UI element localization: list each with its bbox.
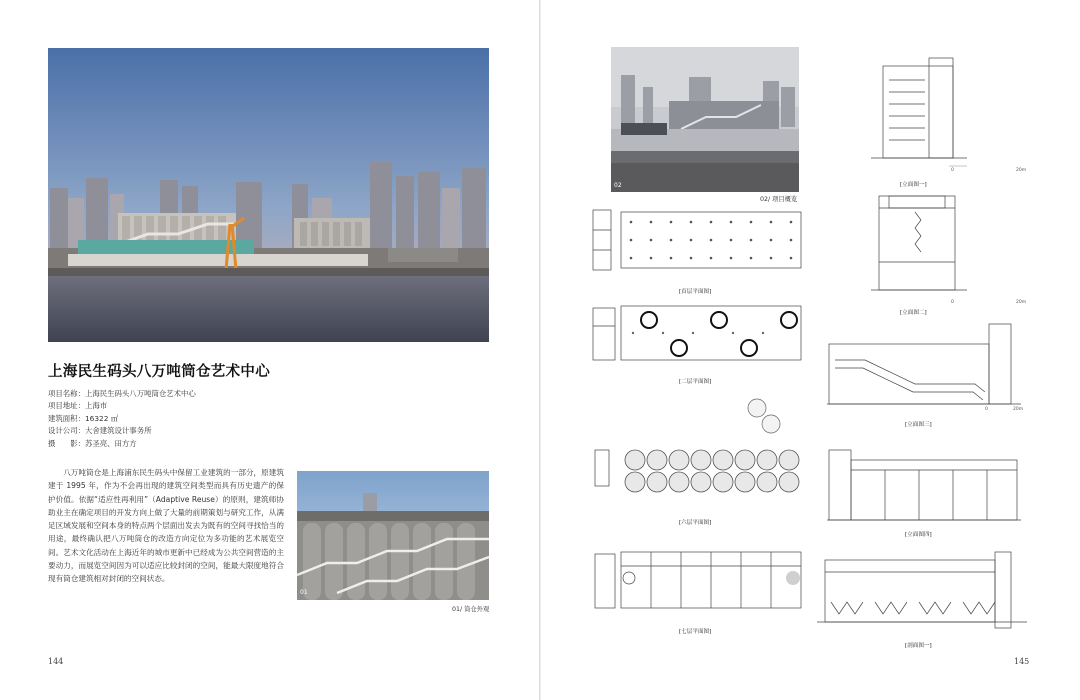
photo-project-overview — [611, 47, 799, 192]
elevation-two-scale-end: 20m — [1016, 300, 1027, 305]
seventh-floor-plan — [591, 544, 805, 614]
info-photographer: 摄 影：苏圣亮、田方方 — [48, 438, 137, 448]
info-designer: 设计公司：大舍建筑设计事务所 — [48, 426, 152, 436]
elevation-three-scale-start: 0 — [985, 407, 988, 412]
info-name: 项目名称：上海民生码头八万吨筒仓艺术中心 — [48, 389, 196, 398]
elevation-one-label: [立面图一] — [900, 182, 927, 188]
page-number-left: 144 — [48, 657, 64, 666]
second-floor-plan-label: [二层平面图] — [679, 379, 712, 385]
ground-floor-plan-label: [首层平面图] — [679, 289, 712, 295]
elevation-two-drawing — [869, 192, 969, 300]
section-one-drawing — [815, 550, 1029, 632]
photo-02-tag: 02 — [614, 182, 622, 189]
project-title: 上海民生码头八万吨筒仓艺术中心 — [48, 364, 270, 380]
elevation-one-drawing — [869, 56, 969, 174]
ground-floor-plan — [591, 206, 805, 280]
section-one-label: [剖面图一] — [905, 643, 932, 649]
photo-01-tag: 01 — [300, 589, 308, 596]
info-area: 建筑面积：16322 ㎡ — [48, 413, 119, 423]
elevation-one-scale-end: 20m — [1016, 168, 1027, 173]
elevation-three-label: [立面图三] — [905, 422, 932, 428]
elevation-three-drawing — [825, 320, 1023, 412]
project-info — [48, 388, 196, 450]
hero-photo-silos-waterfront — [48, 48, 489, 342]
elevation-two-scale-start: 0 — [951, 300, 954, 305]
sixth-floor-plan — [591, 398, 805, 510]
elevation-one-scale-start: 0 — [951, 168, 954, 173]
elevation-three-scale-end: 20m — [1013, 407, 1024, 412]
page-number-right: 145 — [1014, 657, 1030, 666]
seventh-floor-plan-label: [七层平面图] — [679, 629, 712, 635]
elevation-four-drawing — [825, 446, 1023, 524]
elevation-four-label: [立面图四] — [905, 532, 932, 538]
body-paragraph: 八万吨筒仓是上海浦东民生码头中保留工业建筑的一部分，原建筑建于 1995 年，作为不会再出现的建筑空间类型而具有历史遗产的保护价值。依据“适应性再利用”（Adaptive Reuse）的原则，建筑师协助业主在确定项目的开发方向上做了大量的前期策划与研究工作，从满足区域发展和空间本身的特点两个层面出发去为既有的空间寻找恰当的用途，最终确认把八万吨筒仓的改造方向定位为多功能的艺术展览空间。艺术文化活动在上海近年的城市更新中已经成为公共空间营造的主要动力，而展览空间因为可以适应比较封闭的空间，能最大限度地符合现有筒仓建筑相对封闭的空间状态。 — [48, 468, 284, 584]
info-location: 项目地址：上海市 — [48, 401, 108, 411]
photo-02-caption: 02/ 项目概览 — [760, 196, 798, 203]
left-page — [0, 0, 539, 700]
photo-01-caption: 01/ 筒仓外观 — [452, 606, 490, 613]
elevation-two-label: [立面图二] — [900, 310, 927, 316]
right-page — [541, 0, 1080, 700]
photo-silo-facade — [297, 471, 489, 600]
second-floor-plan — [591, 300, 805, 366]
sixth-floor-plan-label: [六层平面图] — [679, 520, 712, 526]
